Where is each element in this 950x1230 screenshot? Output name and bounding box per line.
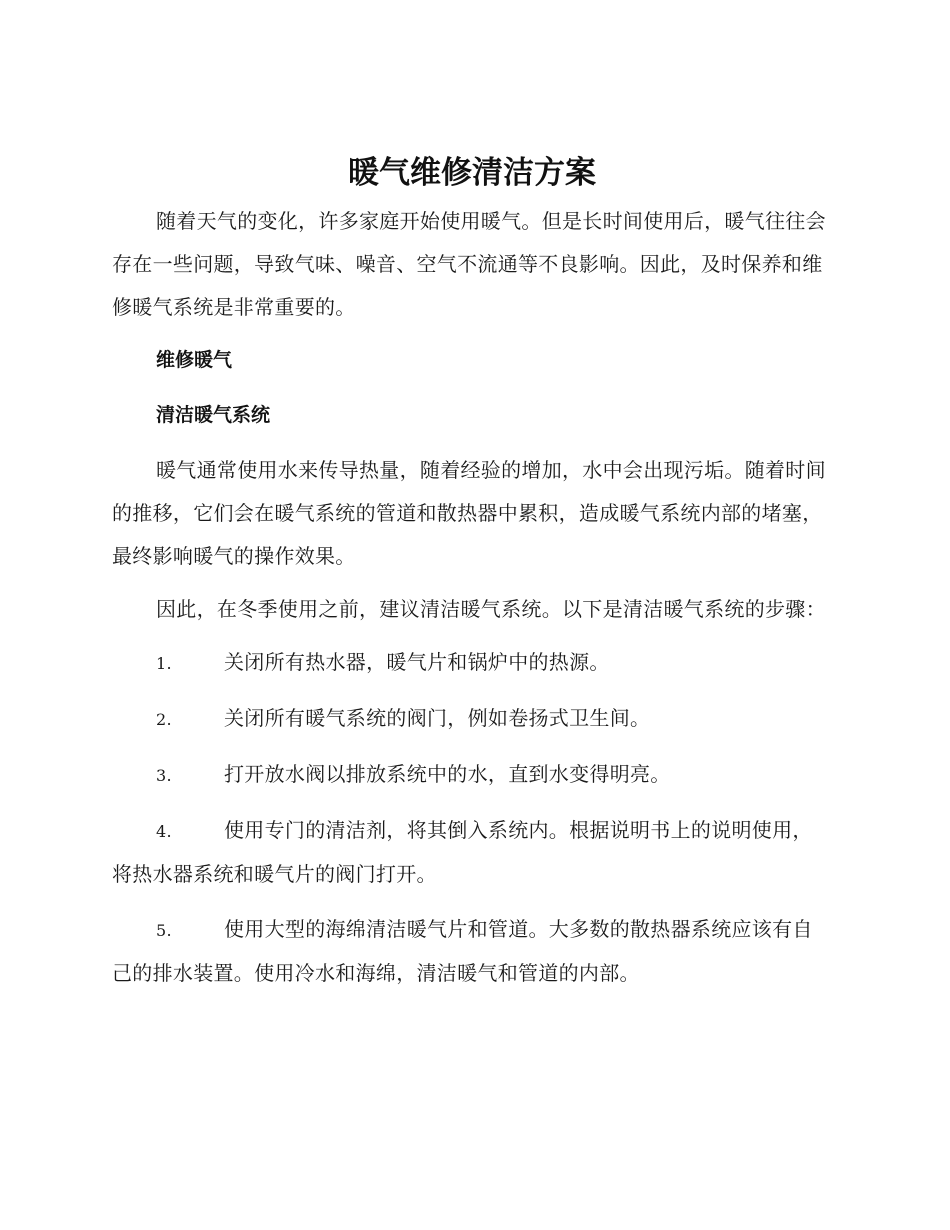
section-heading-cleaning: 清洁暖气系统 <box>156 404 271 426</box>
intro-paragraph: 随着天气的变化，许多家庭开始使用暖气。但是长时间使用后，暖气往往会存在一些问题，导致气味、噪音、空气不流通等不良影响。因此，及时保养和维修暖气系统是非常重要的。 <box>112 209 826 319</box>
list-item <box>112 641 832 685</box>
list-item-text: 使用大型的海绵清洁暖气片和管道。大多数的散热器系统应该有自己的排水装置。使用冷水和海绵，清洁暖气和管道的内部。 <box>112 917 813 985</box>
list-item-number: 3. <box>156 766 172 785</box>
list-item-number: 2. <box>156 710 172 729</box>
document-page <box>112 150 832 1007</box>
list-item-text: 使用专门的清洁剂，将其倒入系统内。根据说明书上的说明使用，将热水器系统和暖气片的阀门打开。 <box>112 818 813 886</box>
list-item <box>112 697 832 741</box>
body-paragraph-1: 暖气通常使用水来传导热量，随着经验的增加，水中会出现污垢。随着时间的推移，它们会在暖气系统的管道和散热器中累积，造成暖气系统内部的堵塞，最终影响暖气的操作效果。 <box>112 458 826 568</box>
list-item-text: 关闭所有热水器，暖气片和锅炉中的热源。 <box>224 650 610 674</box>
list-item-number: 4. <box>156 822 172 841</box>
body-paragraph-2: 因此，在冬季使用之前，建议清洁暖气系统。以下是清洁暖气系统的步骤： <box>156 597 826 621</box>
steps-list <box>112 641 832 995</box>
list-item-number: 1. <box>156 654 172 673</box>
document-title: 暖气维修清洁方案 <box>348 155 596 191</box>
list-item <box>112 753 832 797</box>
section-heading-repair: 维修暖气 <box>156 349 233 371</box>
list-item <box>112 908 832 995</box>
list-item-text: 关闭所有暖气系统的阀门，例如卷扬式卫生间。 <box>224 706 651 730</box>
list-item <box>112 809 832 896</box>
list-item-text: 打开放水阀以排放系统中的水，直到水变得明亮。 <box>224 762 671 786</box>
list-item-number: 5. <box>156 921 172 940</box>
